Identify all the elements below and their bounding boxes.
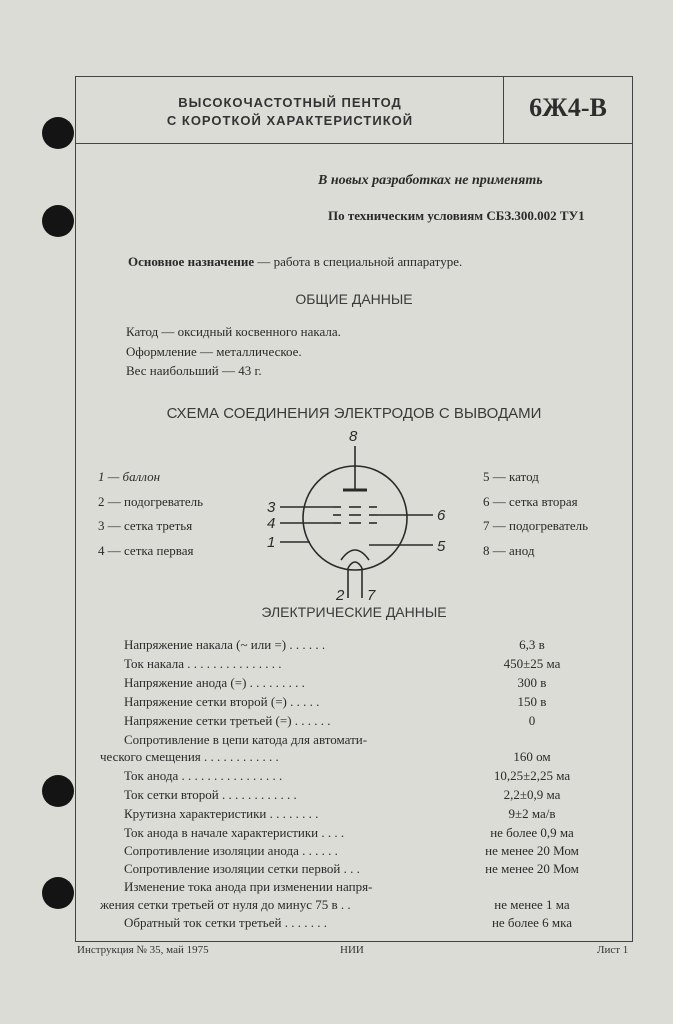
pin-label: 1 (267, 534, 276, 551)
pin-label: 8 (349, 428, 358, 445)
purpose-label: Основное назначение (128, 254, 255, 269)
param-label: Изменение тока анода при изменении напря- (124, 879, 373, 894)
electrical-row (124, 915, 594, 932)
binder-hole (42, 877, 74, 909)
tube-schematic (255, 428, 455, 603)
electrical-row (124, 843, 594, 860)
pin-label: 4 (267, 515, 276, 532)
general-line: Оформление — металлическое. (126, 344, 302, 359)
legend-left: 2 — подогреватель (98, 494, 204, 509)
pin-label: 5 (437, 538, 446, 555)
param-value: 2,2±0,9 ма (503, 787, 561, 802)
purpose (128, 254, 462, 270)
pin-label: 2 (336, 587, 345, 603)
electrical-row (124, 694, 594, 711)
legend-left: 4 — сетка первая (98, 543, 194, 558)
param-label: Напряжение сетки третьей (=) . . . . . . (124, 713, 331, 728)
footer-center: НИИ (340, 944, 364, 956)
param-label: Напряжение анода (=) . . . . . . . . . (124, 675, 305, 690)
header-title (76, 94, 504, 130)
legend-right: 5 — катод (483, 469, 539, 484)
param-value: не более 6 мка (491, 915, 573, 930)
param-label: Обратный ток сетки третьей . . . . . . . (124, 915, 327, 930)
electrical-row (124, 825, 594, 842)
electrical-row (124, 861, 594, 878)
param-value: не более 0,9 ма (490, 825, 574, 840)
param-value: 300 в (517, 675, 547, 690)
electrical-row (124, 656, 594, 673)
general-line: Вес наибольший — 43 г. (126, 363, 262, 378)
param-label: ческого смещения . . . . . . . . . . . . (100, 749, 279, 764)
param-label: Ток анода в начале характеристики . . . . (124, 825, 345, 840)
binder-hole (42, 117, 74, 149)
electrical-row (124, 768, 594, 785)
electrical-title: ЭЛЕКТРИЧЕСКИЕ ДАННЫЕ (261, 604, 447, 620)
param-value: 6,3 в (519, 637, 545, 652)
pin-label: 3 (267, 499, 276, 516)
param-label: Ток сетки второй . . . . . . . . . . . . (124, 787, 297, 802)
tube-code: 6Ж4-В (529, 93, 607, 122)
param-label: Крутизна характеристики . . . . . . . . (124, 806, 319, 821)
electrical-row (124, 637, 594, 654)
param-label: Ток накала . . . . . . . . . . . . . . . (124, 656, 282, 671)
header-title-line1: ВЫСОКОЧАСТОТНЫЙ ПЕНТОД (178, 95, 402, 110)
param-value: 450±25 ма (503, 656, 561, 671)
legend-left: 3 — сетка третья (98, 518, 193, 533)
param-value: не менее 20 Мом (485, 843, 579, 858)
electrical-row (124, 787, 594, 804)
pin-label: 6 (437, 507, 446, 524)
binder-hole (42, 775, 74, 807)
heater (348, 562, 362, 568)
param-label: Сопротивление изоляции анода . . . . . . (124, 843, 338, 858)
param-value: 150 в (517, 694, 547, 709)
param-label: Ток анода . . . . . . . . . . . . . . . . (124, 768, 283, 783)
cathode (341, 550, 369, 560)
pin-label: 7 (367, 587, 376, 603)
legend-right: 7 — подогреватель (483, 518, 589, 533)
footer-right: Лист 1 (597, 944, 629, 956)
electrical-row (124, 675, 594, 692)
electrical-row (100, 749, 570, 766)
param-value: 9±2 ма/в (508, 806, 556, 821)
footer-left: Инструкция № 35, май 1975 (77, 944, 209, 956)
param-label: Сопротивление в цепи катода для автомати- (124, 732, 368, 747)
param-value: 0 (528, 713, 536, 728)
header-title-line2: С КОРОТКОЙ ХАРАКТЕРИСТИКОЙ (166, 113, 414, 128)
electrical-row (124, 713, 594, 730)
electrical-row (124, 806, 594, 823)
header-box (76, 77, 632, 144)
notice: В новых разработках не применять (318, 173, 543, 188)
electrical-row (124, 732, 594, 749)
electrical-row (124, 879, 594, 896)
legend-right: 6 — сетка вторая (483, 494, 578, 509)
general-title: ОБЩИЕ ДАННЫЕ (295, 291, 413, 307)
legend-right: 8 — анод (483, 543, 535, 558)
param-value: 10,25±2,25 ма (493, 768, 571, 783)
param-label: Напряжение сетки второй (=) . . . . . (124, 694, 320, 709)
binder-hole (42, 205, 74, 237)
param-label: Напряжение накала (~ или =) . . . . . . (124, 637, 326, 652)
purpose-text: — работа в специальной аппаратуре. (254, 254, 463, 269)
scheme-title: СХЕМА СОЕДИНЕНИЯ ЭЛЕКТРОДОВ С ВЫВОДАМИ (166, 405, 542, 422)
param-label: Сопротивление изоляции сетки первой . . . (124, 861, 360, 876)
legend-left: 1 — баллон (98, 469, 161, 484)
general-line: Катод — оксидный косвенного накала. (126, 324, 341, 339)
electrical-row (100, 897, 570, 914)
param-value: 160 ом (513, 749, 551, 764)
param-label: жения сетки третьей от нуля до минус 75 в . . (100, 897, 351, 912)
param-value: не менее 20 Мом (485, 861, 579, 876)
spec-reference: По техническим условиям СБЗ.300.002 ТУ1 (328, 208, 585, 223)
param-value: не менее 1 ма (494, 897, 570, 912)
